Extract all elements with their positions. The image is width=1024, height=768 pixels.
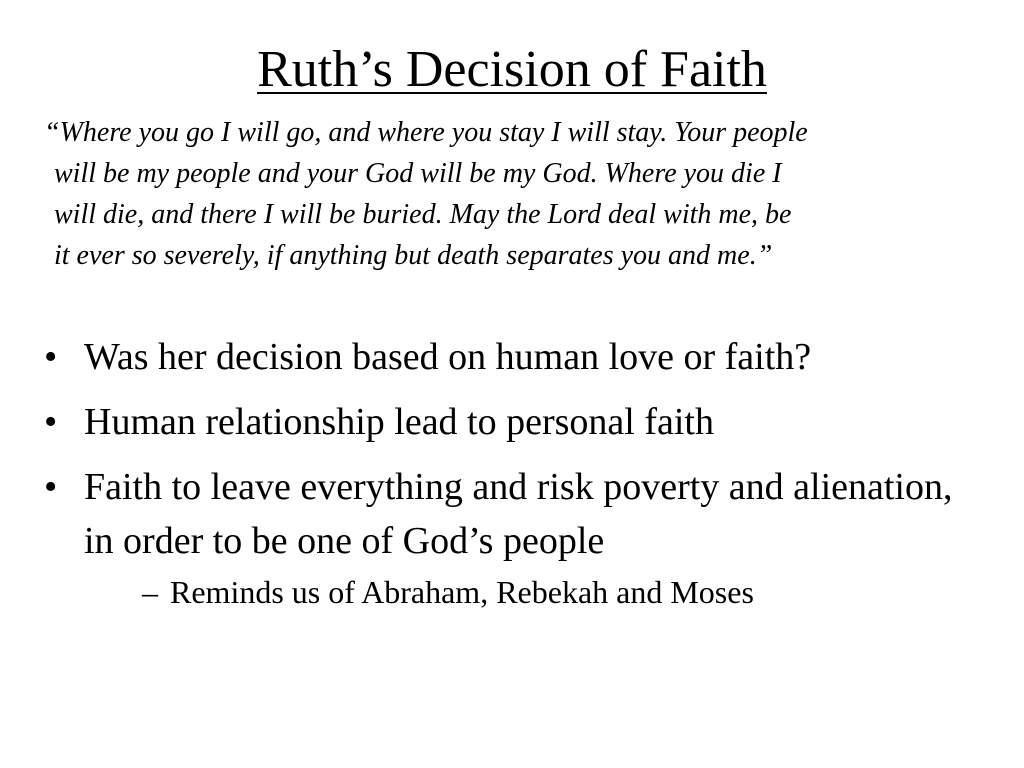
slide-title: Ruth’s Decision of Faith xyxy=(257,41,767,98)
bullet-text: Faith to leave everything and risk poverty and alienation, in order to be one of God’s people xyxy=(84,466,953,562)
sub-bullet-item xyxy=(84,572,984,612)
bullet-list xyxy=(44,330,984,623)
quote-line: “Where you go I will go, and where you stay I will stay. Your people xyxy=(44,117,808,148)
sub-bullet-marker: – xyxy=(142,574,158,610)
quote-line: will be my people and your God will be my God. Where you die I xyxy=(54,158,782,189)
bullet-text: Human relationship lead to personal faith xyxy=(84,401,714,443)
bullet-marker: • xyxy=(44,466,58,508)
scripture-quote xyxy=(44,112,984,276)
bullet-marker: • xyxy=(44,401,58,443)
bullet-item xyxy=(44,330,984,384)
quote-line: will die, and there I will be buried. May the Lord deal with me, be xyxy=(54,199,792,230)
bullet-text: Was her decision based on human love or faith? xyxy=(84,336,812,378)
quote-line: it ever so severely, if anything but death separates you and me.” xyxy=(54,240,773,271)
sub-bullet-text: Reminds us of Abraham, Rebekah and Moses xyxy=(170,574,754,610)
bullet-marker: • xyxy=(44,336,58,378)
bullet-item xyxy=(44,395,984,449)
bullet-item xyxy=(44,460,984,612)
